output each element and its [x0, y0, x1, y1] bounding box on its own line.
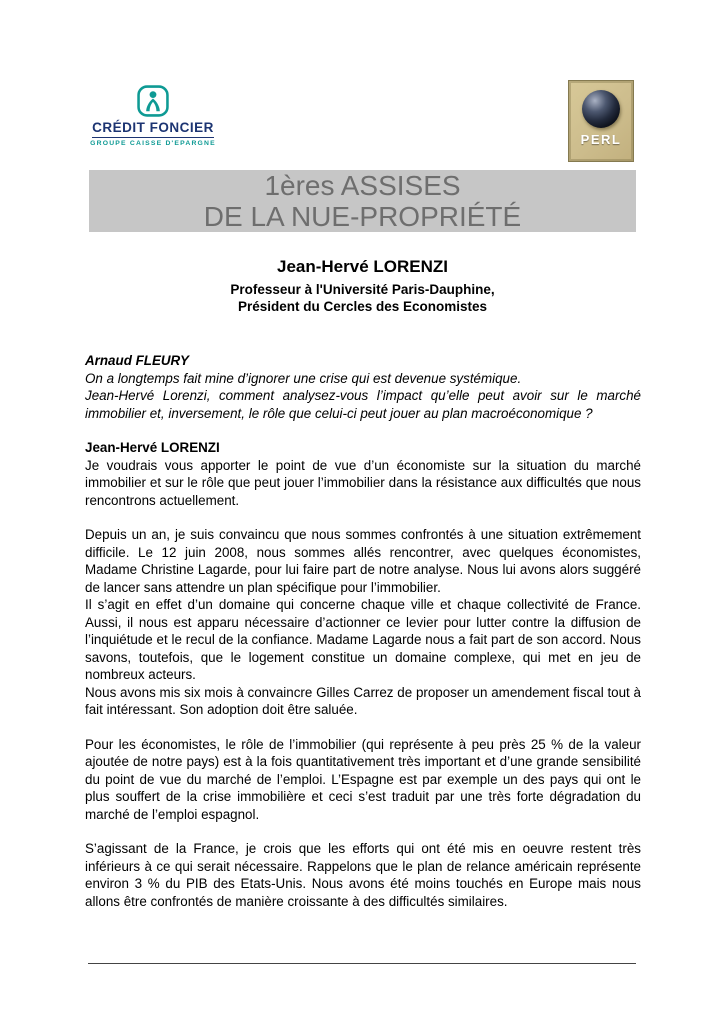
- credit-foncier-icon: [136, 84, 170, 118]
- lorenzi-paragraph-2b: Il s’agit en effet d’un domaine qui concerne chaque ville et chaque collectivité de France. Aussi, il nous est apparu nécessaire d’actionner ce levier pour lutter contre la diffusion de l’inquiétude et le recul de la confiance. Madame Lagarde nous a fait part de son accord. Nous savons, toutefois, que le logement constitue un domaine complexe, qui met en jeu de nombreux acteurs.: [85, 597, 641, 682]
- lorenzi-paragraph-3: Pour les économistes, le rôle de l’immobilier (qui représente à peu près 25 % de la valeur ajoutée de notre pays) est à la fois quantitativement très important et d’une grande sensibilité du point de vue du marché de l’emploi. L’Espagne est par exemple un des pays qui ont le plus souffert de la crise immobilière et ceci s’est traduit par une très forte dégradation du marché de l’emploi espagnol.: [85, 736, 641, 822]
- lorenzi-paragraph-4: S’agissant de la France, je crois que les efforts qui ont été mis en oeuvre restent très inférieurs à ce qui serait nécessaire. Rappelons que le plan de relance américain représente environ 3 % du PIB des Etats-Unis. Nous avons été moins touchés en Europe mais nous allons être confrontés de manière croissante à des difficultés similaires.: [85, 841, 641, 909]
- perl-sphere-icon: [582, 90, 620, 128]
- credit-foncier-logo: [84, 84, 222, 147]
- perl-name: PERL: [580, 132, 622, 147]
- credit-foncier-name: CRÉDIT FONCIER: [92, 120, 214, 135]
- fleury-paragraph-1: On a longtemps fait mine d’ignorer une crise qui est devenue systémique.: [85, 370, 522, 386]
- speaker-role-1: Professeur à l'Université Paris-Dauphine,: [230, 282, 495, 297]
- document-body: [85, 352, 641, 910]
- speaker-name: Jean-Hervé LORENZI: [277, 257, 448, 276]
- banner-line2: DE LA NUE-PROPRIÉTÉ: [203, 201, 522, 232]
- fleury-speaker-label: Arnaud FLEURY: [85, 353, 189, 368]
- lorenzi-paragraph-2a: Depuis un an, je suis convaincu que nous sommes confrontés à une situation extrêmement difficile. Le 12 juin 2008, nous sommes allés rencontrer, avec quelques économistes, Madame Christine Lagarde, pour lui faire part de notre analyse. Nous lui avons alors suggéré de lancer sans attendre un plan spécifique pour l’immobilier.: [85, 527, 641, 595]
- credit-foncier-subtitle: GROUPE CAISSE D'EPARGNE: [90, 140, 216, 147]
- perl-logo: [568, 80, 634, 162]
- lorenzi-paragraph-2c: Nous avons mis six mois à convaincre Gilles Carrez de proposer un amendement fiscal tout à fait intéressant. Son adoption doit être saluée.: [85, 684, 641, 717]
- speaker-header: [85, 257, 640, 315]
- fleury-paragraph-2: Jean-Hervé Lorenzi, comment analysez-vous l’impact qu’elle peut avoir sur le marché immobilier et, inversement, le rôle que celui-ci peut jouer au plan macroéconomique ?: [85, 388, 641, 421]
- banner-line1: 1ères ASSISES: [264, 170, 461, 201]
- footer-divider: [88, 963, 636, 964]
- speaker-role-2: Président du Cercles des Economistes: [237, 299, 488, 314]
- lorenzi-paragraph-1: Je voudrais vous apporter le point de vue d’un économiste sur la situation du marché immobilier et sur le rôle que peut jouer l’immobilier dans la résistance aux difficultés que nous rencontrons actuellement.: [85, 457, 641, 508]
- lorenzi-speaker-label: Jean-Hervé LORENZI: [85, 440, 220, 455]
- credit-foncier-divider: [92, 137, 214, 138]
- title-banner: [89, 170, 636, 232]
